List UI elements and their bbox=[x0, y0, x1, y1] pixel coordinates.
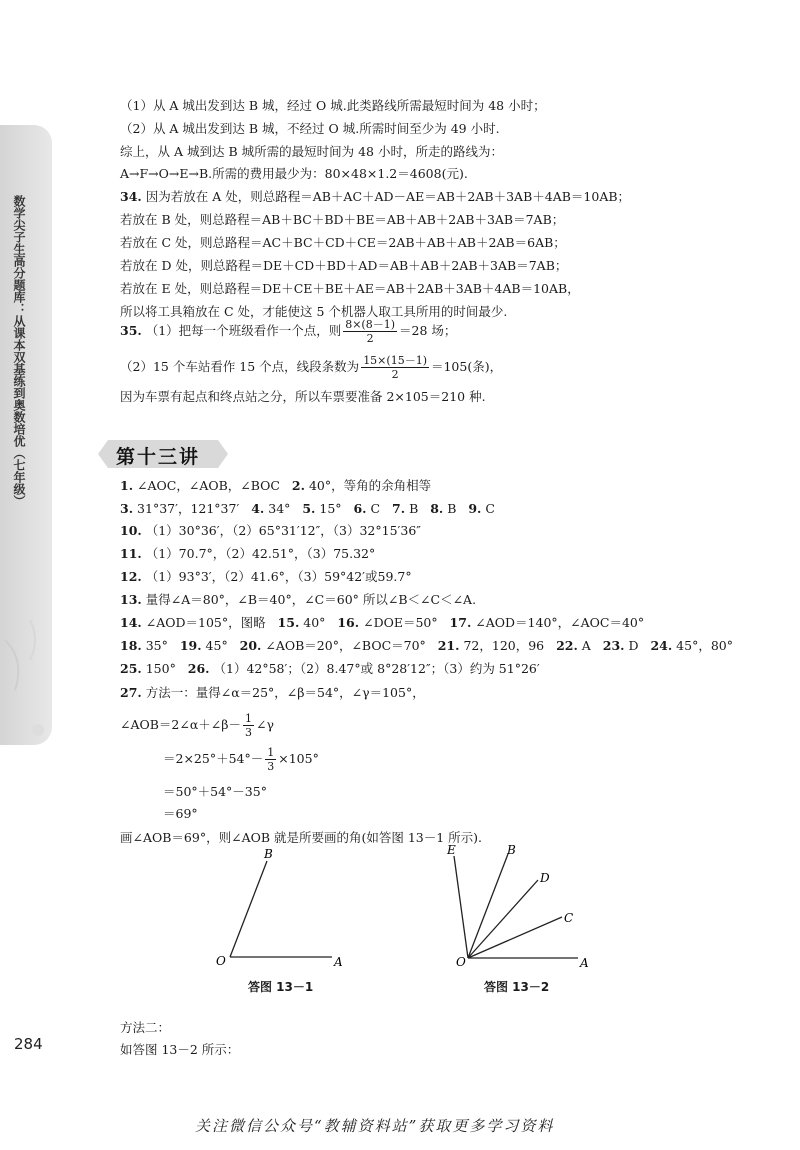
answer-20-text: ∠AOB＝20°，∠BOC＝70° bbox=[265, 638, 426, 653]
sidebar-decoration bbox=[0, 600, 60, 760]
fig2-label-o: O bbox=[456, 955, 466, 969]
answer-17-text: ∠AOD＝140°，∠AOC＝40° bbox=[475, 615, 645, 630]
answer-27-number: 27. bbox=[120, 685, 142, 700]
answer-6-number: 6. bbox=[353, 501, 367, 516]
footer-watermark: 关注微信公众号“教辅资料站”获取更多学习资料 bbox=[195, 1117, 555, 1135]
q35-fraction-a-den: 2 bbox=[366, 332, 374, 345]
q35-fraction-a bbox=[343, 318, 397, 345]
fig2-label-e: E bbox=[447, 843, 456, 857]
answer-row-9 bbox=[120, 661, 540, 677]
q35-text-a-pre: （1）把每一个班级看作一个点，则 bbox=[145, 323, 342, 338]
answer-11-text: （1）70.7°，（2）42.51°，（3）75.32° bbox=[145, 546, 376, 561]
fig1-label-a: A bbox=[334, 955, 343, 969]
fig2-label-a: A bbox=[580, 956, 589, 970]
q35-line-3: 因为车票有起点和终点站之分，所以车票要准备 2×105＝210 种. bbox=[120, 389, 486, 404]
answer-4-number: 4. bbox=[251, 501, 265, 516]
q35-line-2 bbox=[120, 352, 502, 382]
answer-1-text: ∠AOC，∠AOB，∠BOC bbox=[137, 478, 280, 493]
answer-23-number: 23. bbox=[602, 638, 625, 653]
answer-row-5 bbox=[120, 569, 412, 585]
answer-14-text: ∠AOD＝105°，图略 bbox=[145, 615, 266, 630]
fig2-ray-oe bbox=[454, 856, 468, 958]
fig1-label-o: O bbox=[216, 954, 226, 968]
answer-9-text: C bbox=[485, 501, 495, 516]
figure-13-1 bbox=[210, 845, 360, 975]
answer-11-number: 11. bbox=[120, 546, 142, 561]
answer-14-number: 14. bbox=[120, 615, 142, 630]
answer-23-text: D bbox=[628, 638, 639, 653]
figure-13-2-caption: 答图 13－2 bbox=[484, 980, 550, 994]
answer-row-4 bbox=[120, 546, 375, 562]
answer-12-number: 12. bbox=[120, 569, 142, 584]
q34-line-6: 所以将工具箱放在 C 处，才能使这 5 个机器人取工具所用的时间最少. bbox=[120, 304, 508, 319]
answer-row-7 bbox=[120, 615, 644, 631]
answer-21-text: 72，120，96 bbox=[463, 638, 545, 653]
prev-line-2: （2）从 A 城出发到达 B 城，不经过 O 城.所需时间至少为 49 小时. bbox=[120, 121, 500, 136]
answer-5-text: 15° bbox=[319, 501, 342, 516]
answer-17-number: 17. bbox=[449, 615, 472, 630]
prev-line-4: A→F→O→E→B.所需的费用最少为：80×48×1.2＝4608(元). bbox=[120, 166, 468, 181]
answer-10-number: 10. bbox=[120, 523, 142, 538]
q35-text-b-pre: （2）15 个车站看作 15 个点，线段条数为 bbox=[120, 359, 360, 374]
fig1-label-b: B bbox=[264, 847, 273, 861]
equation-1-post: ∠γ bbox=[256, 717, 274, 732]
fig2-label-b: B bbox=[507, 843, 516, 857]
equation-line-1 bbox=[120, 710, 274, 740]
page-number: 284 bbox=[14, 1035, 43, 1053]
sidebar-book-title: 数学尖子生高分题库：从课本双基练到奥数培优（七年级） bbox=[12, 195, 26, 507]
equation-line-3: ＝50°＋54°－35° bbox=[163, 784, 267, 799]
prev-line-3: 综上，从 A 城到达 B 城所需的最短时间为 48 小时，所走的路线为： bbox=[120, 144, 503, 159]
equation-2-fraction-den: 3 bbox=[267, 760, 275, 773]
answer-24-number: 24. bbox=[650, 638, 673, 653]
fig2-label-d: D bbox=[540, 871, 550, 885]
answer-7-number: 7. bbox=[392, 501, 406, 516]
answer-row-8 bbox=[120, 638, 733, 654]
answer-4-text: 34° bbox=[268, 501, 291, 516]
method-two-text: 如答图 13－2 所示： bbox=[120, 1042, 240, 1057]
answer-26-text: （1）42°58′；（2）8.47°或 8°28′12″；（3）约为 51°26′ bbox=[213, 661, 540, 676]
figure-13-2 bbox=[440, 840, 600, 975]
answer-15-text: 40° bbox=[303, 615, 326, 630]
answer-22-text: A bbox=[581, 638, 591, 653]
fig2-ray-ob bbox=[468, 854, 508, 958]
q35-text-b-post: ＝105(条)， bbox=[430, 359, 503, 374]
answer-10-text: （1）30°36′，（2）65°31′12″，（3）32°15′36″ bbox=[145, 523, 421, 538]
q34-number: 34. bbox=[120, 189, 142, 204]
q35-fraction-b-num: 15×(15－1) bbox=[363, 354, 427, 367]
q35-fraction-b-den: 2 bbox=[391, 368, 399, 381]
equation-line-2 bbox=[163, 744, 319, 774]
section-header bbox=[98, 438, 228, 470]
answer-24-text: 45°，80° bbox=[676, 638, 733, 653]
draw-instruction: 画∠AOB＝69°，则∠AOB 就是所要画的角(如答图 13－1 所示). bbox=[120, 830, 483, 845]
q34-line-4: 若放在 D 处，则总路程＝DE＋CD＋BD＋AD＝AB＋AB＋2AB＋3AB＝7AB； bbox=[120, 258, 568, 273]
fig2-label-c: C bbox=[564, 911, 574, 925]
answer-19-number: 19. bbox=[179, 638, 202, 653]
equation-1-fraction-den: 3 bbox=[245, 726, 253, 739]
fig2-ray-od bbox=[468, 880, 538, 958]
equation-2-fraction-num: 1 bbox=[267, 746, 275, 759]
answer-3-text: 31°37′，121°37′ bbox=[137, 501, 240, 516]
answer-16-number: 16. bbox=[337, 615, 360, 630]
fig1-ray-ob bbox=[230, 861, 267, 957]
answer-9-number: 9. bbox=[468, 501, 482, 516]
q35-line-1 bbox=[120, 316, 456, 346]
answer-16-text: ∠DOE＝50° bbox=[363, 615, 438, 630]
answer-8-number: 8. bbox=[430, 501, 444, 516]
answer-21-number: 21. bbox=[437, 638, 460, 653]
equation-2-fraction bbox=[265, 746, 276, 773]
answer-20-number: 20. bbox=[239, 638, 262, 653]
answer-1-number: 1. bbox=[120, 478, 134, 493]
answer-7-text: B bbox=[409, 501, 419, 516]
answer-row-6 bbox=[120, 592, 476, 608]
q34-line-5: 若放在 E 处，则总路程＝DE＋CE＋BE＋AE＝AB＋2AB＋3AB＋4AB＝10AB， bbox=[120, 281, 580, 296]
equation-1-fraction bbox=[243, 712, 254, 739]
answer-2-number: 2. bbox=[291, 478, 305, 493]
answer-13-number: 13. bbox=[120, 592, 142, 607]
q34-line-2: 若放在 B 处，则总路程＝AB＋BC＋BD＋BE＝AB＋AB＋2AB＋3AB＝7AB； bbox=[120, 212, 565, 227]
answer-19-text: 45° bbox=[205, 638, 228, 653]
q35-fraction-b bbox=[361, 354, 429, 381]
equation-1-pre: ∠AOB＝2∠α＋∠β－ bbox=[120, 717, 242, 732]
answer-22-number: 22. bbox=[556, 638, 578, 653]
answer-26-number: 26. bbox=[187, 661, 210, 676]
answer-25-text: 150° bbox=[145, 661, 176, 676]
method-two-label: 方法二： bbox=[120, 1020, 171, 1035]
answer-row-1 bbox=[120, 478, 431, 494]
answer-27-text: 方法一：量得∠α＝25°，∠β＝54°，∠γ＝105°， bbox=[145, 685, 425, 700]
answer-8-text: B bbox=[447, 501, 457, 516]
answer-18-number: 18. bbox=[120, 638, 142, 653]
answer-18-text: 35° bbox=[145, 638, 168, 653]
q34-text-a: 因为若放在 A 处，则总路程＝AB＋AC＋AD－AE＝AB＋2AB＋3AB＋4AB＝10AB； bbox=[145, 189, 631, 204]
answer-15-number: 15. bbox=[277, 615, 300, 630]
equation-1-fraction-num: 1 bbox=[245, 712, 253, 725]
answer-25-number: 25. bbox=[120, 661, 142, 676]
answer-row-2 bbox=[120, 501, 495, 517]
answer-row-3 bbox=[120, 523, 421, 539]
q35-text-a-post: ＝28 场； bbox=[399, 323, 457, 338]
answer-12-text: （1）93°3′，（2）41.6°，（3）59°42′或59.7° bbox=[145, 569, 412, 584]
answer-2-text: 40°，等角的余角相等 bbox=[308, 478, 432, 493]
prev-line-1: （1）从 A 城出发到达 B 城，经过 O 城.此类路线所需最短时间为 48 小时； bbox=[120, 98, 546, 113]
q34-line-1 bbox=[120, 189, 630, 205]
section-title: 第十三讲 bbox=[116, 446, 201, 468]
answer-5-number: 5. bbox=[302, 501, 316, 516]
answer-13-text: 量得∠A＝80°，∠B＝40°，∠C＝60° 所以∠B＜∠C＜∠A. bbox=[145, 592, 477, 607]
answer-row-10 bbox=[120, 685, 425, 701]
figure-13-1-caption: 答图 13－1 bbox=[248, 980, 314, 994]
answer-3-number: 3. bbox=[120, 501, 134, 516]
q35-fraction-a-num: 8×(8－1) bbox=[345, 318, 395, 331]
equation-2-post: ×105° bbox=[278, 751, 319, 766]
answer-6-text: C bbox=[370, 501, 381, 516]
q34-line-3: 若放在 C 处，则总路程＝AC＋BC＋CD＋CE＝2AB＋AB＋AB＋2AB＝6AB； bbox=[120, 235, 566, 250]
q35-number: 35. bbox=[120, 323, 142, 338]
equation-line-4: ＝69° bbox=[163, 806, 198, 821]
equation-2-pre: ＝2×25°＋54°－ bbox=[163, 751, 264, 766]
